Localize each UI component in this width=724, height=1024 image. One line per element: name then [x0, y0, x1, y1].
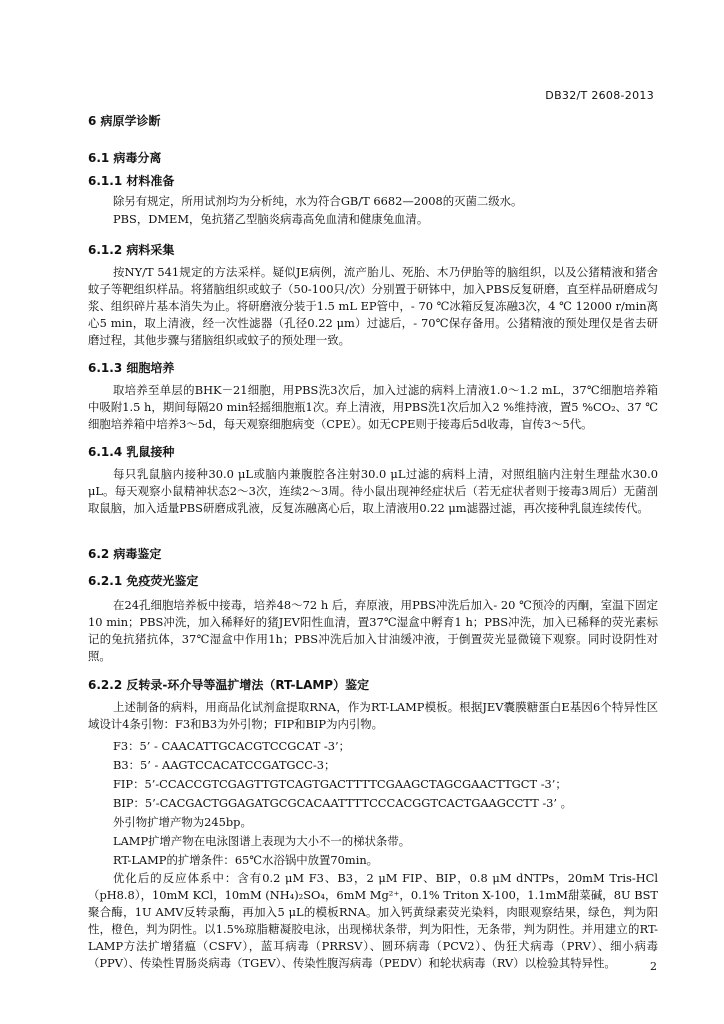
section-6-1-1-heading: 6.1.1 材料准备: [88, 174, 175, 188]
section-6-1-heading: 6.1 病毒分离: [88, 151, 162, 165]
amplification-conditions-line: RT-LAMP的扩增条件：65℃水浴锅中放置70min。: [113, 853, 379, 867]
section-6-1-2-paragraph: 按NY/T 541规定的方法采样。疑似JE病例，流产胎儿、死胎、木乃伊胎等的脑组织，以及公猪精液和猪舍蚊子等靶组织样品。将猪脑组织或蚊子（50-100只/次）分别置于研钵中，加入PBS反复研磨，直至样品研磨成匀浆、组织碎片基本消失为止。将研磨液分装于1.5 mL EP管中，- 70 ℃冰箱反复冻融3次，4 ℃ 12000 r/min离心5 min，取上清液，经一次性滤器（孔径0.22 μm）过滤后，- 70℃保存备用。公猪精液的预处理仅是省去研磨过程，其他步骤与猪脑组织或蚊子的预处理一致。: [88, 265, 658, 347]
section-6-1-3-heading: 6.1.3 细胞培养: [88, 361, 175, 375]
section-6-1-4-paragraph: 每只乳鼠脑内接种30.0 μL或脑内兼腹腔各注射30.0 μL过滤的病料上清，对照组脑内注射生理盐水30.0 μL。每天观察小鼠精神状态2～3次，连续2～3周。待小鼠出现神经症状后（若无症状者则于接毒3周后）无菌剖取鼠脑，加入适量PBS研磨成乳液，反复冻融离心后，取上清液用0.22 μm滤器过滤，再次接种乳鼠连续传代。: [88, 467, 658, 515]
section-6-2-2-heading: 6.2.2 反转录-环介导等温扩增法（RT-LAMP）鉴定: [88, 678, 370, 692]
section-6-1-2-heading: 6.1.2 病料采集: [88, 243, 175, 257]
primer-b3: B3：5’ - AAGTCCACATCCGATGCC-3；: [113, 758, 336, 772]
section-6-2-2-paragraph-1: 上述制备的病料，用商品化试剂盒提取RNA，作为RT-LAMP模板。根据JEV囊膜糖蛋白E基因6个特异性区域设计4条引物：F3和B3为外引物；FIP和BIP为内引物。: [88, 700, 658, 731]
primer-fip: FIP：5’-CCACCGTCGAGTTGTCAGTGACTTTTCGAAGCTAGCGAACTTGCT -3’；: [113, 777, 567, 791]
section-6-1-4-heading: 6.1.4 乳鼠接种: [88, 445, 175, 459]
page-number: 2: [650, 960, 657, 973]
primer-f3: F3：5’ - CAACATTGCACGTCCGCAT -3’；: [113, 739, 351, 753]
section-6-heading: 6 病原学诊断: [88, 114, 161, 128]
section-6-1-1-paragraph-1: 除另有规定，所用试剂均为分析纯，水为符合GB/T 6682—2008的灭菌二级水。: [113, 194, 523, 208]
section-6-2-1-paragraph: 在24孔细胞培养板中接毒，培养48～72 h 后，弃原液，用PBS冲洗后加入- 20 ℃预冷的丙酮，室温下固定10 min；PBS冲洗，加入稀释好的猪JEV阳性血清，置37℃湿盒中孵育1 h；PBS冲洗，加入已稀释的荧光素标记的兔抗猪抗体，37℃湿盒中作用1h；PBS冲洗后加入甘油缓冲液，于倒置荧光显微镜下观察。同时设阴性对照。: [88, 598, 658, 663]
section-6-2-heading: 6.2 病毒鉴定: [88, 547, 162, 561]
primer-bip: BIP：5’-CACGACTGGAGATGCGCACAATTTTCCCACGGTCACTGAAGCCTT -3’ 。: [113, 796, 573, 810]
standard-code-header: DB32/T 2608-2013: [545, 89, 654, 102]
product-size-line: 外引物扩增产物为245bp。: [113, 815, 252, 829]
section-6-2-2-paragraph-2: 优化后的反应体系中：含有0.2 μM F3、B3，2 μM FIP、BIP，0.8 μM dNTPs，20mM Tris-HCl（pH8.8），10mM KCl，10mM (NH₄)₂SO₄，6mM Mg²⁺，0.1% Triton X-100，1.1mM甜菜碱，8U BST 聚合酶，1U AMV反转录酶，再加入5 μL的模板RNA。加入钙黄绿素荧光染料，肉眼观察结果，绿色，判为阳性，橙色，判为阴性。以1.5%琼脂糖凝胶电泳，出现梯状条带，判为阳性，无条带，判为阴性。并用建立的RT-LAMP方法扩增猪瘟（CSFV），蓝耳病毒（PRRSV）、圆环病毒（PCV2）、伪狂犬病毒（PRV）、细小病毒（PPV）、传染性胃肠炎病毒（TGEV）、传染性腹泻病毒（PEDV）和轮状病毒（RV）以检验其特异性。: [88, 871, 658, 970]
section-6-2-1-heading: 6.2.1 免疫荧光鉴定: [88, 574, 199, 588]
section-6-1-1-paragraph-2: PBS，DMEM，兔抗猪乙型脑炎病毒高免血清和健康兔血清。: [113, 212, 429, 226]
section-6-1-3-paragraph: 取培养至单层的BHK－21细胞，用PBS洗3次后，加入过滤的病料上清液1.0～1.2 mL，37℃细胞培养箱中吸附1.5 h，期间每隔20 min轻摇细胞瓶1次。弃上清液，用PBS洗1次后加入2 %维持液，置5 %CO₂、37 ℃细胞培养箱中培养3～5d，每天观察细胞病变（CPE）。如无CPE则于接毒后5d收毒，盲传3～5代。: [88, 383, 658, 431]
gel-pattern-line: LAMP扩增产物在电泳图谱上表现为大小不一的梯状条带。: [113, 834, 411, 848]
